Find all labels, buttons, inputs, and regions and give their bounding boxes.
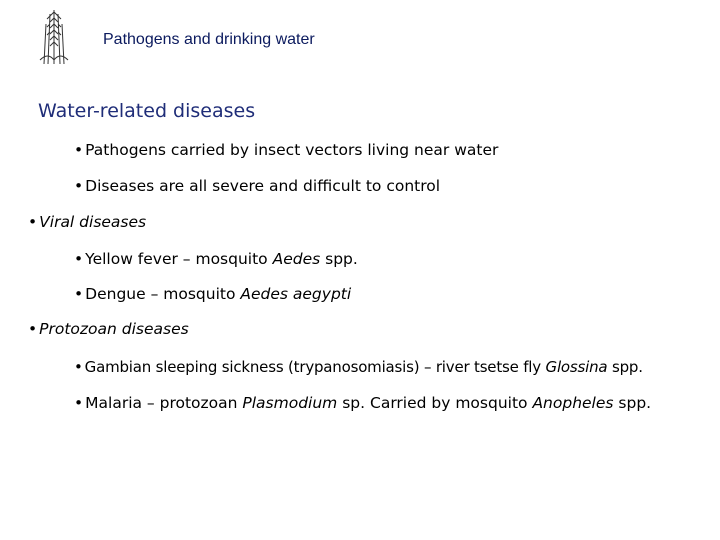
wheat-icon <box>34 4 74 66</box>
section-heading: Water-related diseases <box>38 100 256 122</box>
list-item: • Diseases are all severe and difficult to control <box>74 177 441 195</box>
bullet: • <box>74 141 84 159</box>
list-item: • Viral diseases <box>28 213 147 231</box>
list-item: • Yellow fever – mosquito Aedes spp. <box>74 250 358 268</box>
list-item: • Pathogens carried by insect vectors living near water <box>74 141 499 159</box>
bullet: • <box>28 213 38 231</box>
bullet: • <box>74 394 84 412</box>
header-title: Pathogens and drinking water <box>103 31 315 48</box>
bullet: • <box>74 358 83 376</box>
bullet: • <box>28 320 38 338</box>
list-item: • Dengue – mosquito Aedes aegypti <box>74 285 352 303</box>
list-item: • Gambian sleeping sickness (trypanosomiasis) – river tsetse fly Glossina spp. <box>74 358 643 376</box>
list-item: • Malaria – protozoan Plasmodium sp. Carried by mosquito Anopheles spp. <box>74 394 652 412</box>
bullet: • <box>74 285 84 303</box>
bullet: • <box>74 177 84 195</box>
list-item: • Protozoan diseases <box>28 320 189 338</box>
bullet: • <box>74 250 84 268</box>
